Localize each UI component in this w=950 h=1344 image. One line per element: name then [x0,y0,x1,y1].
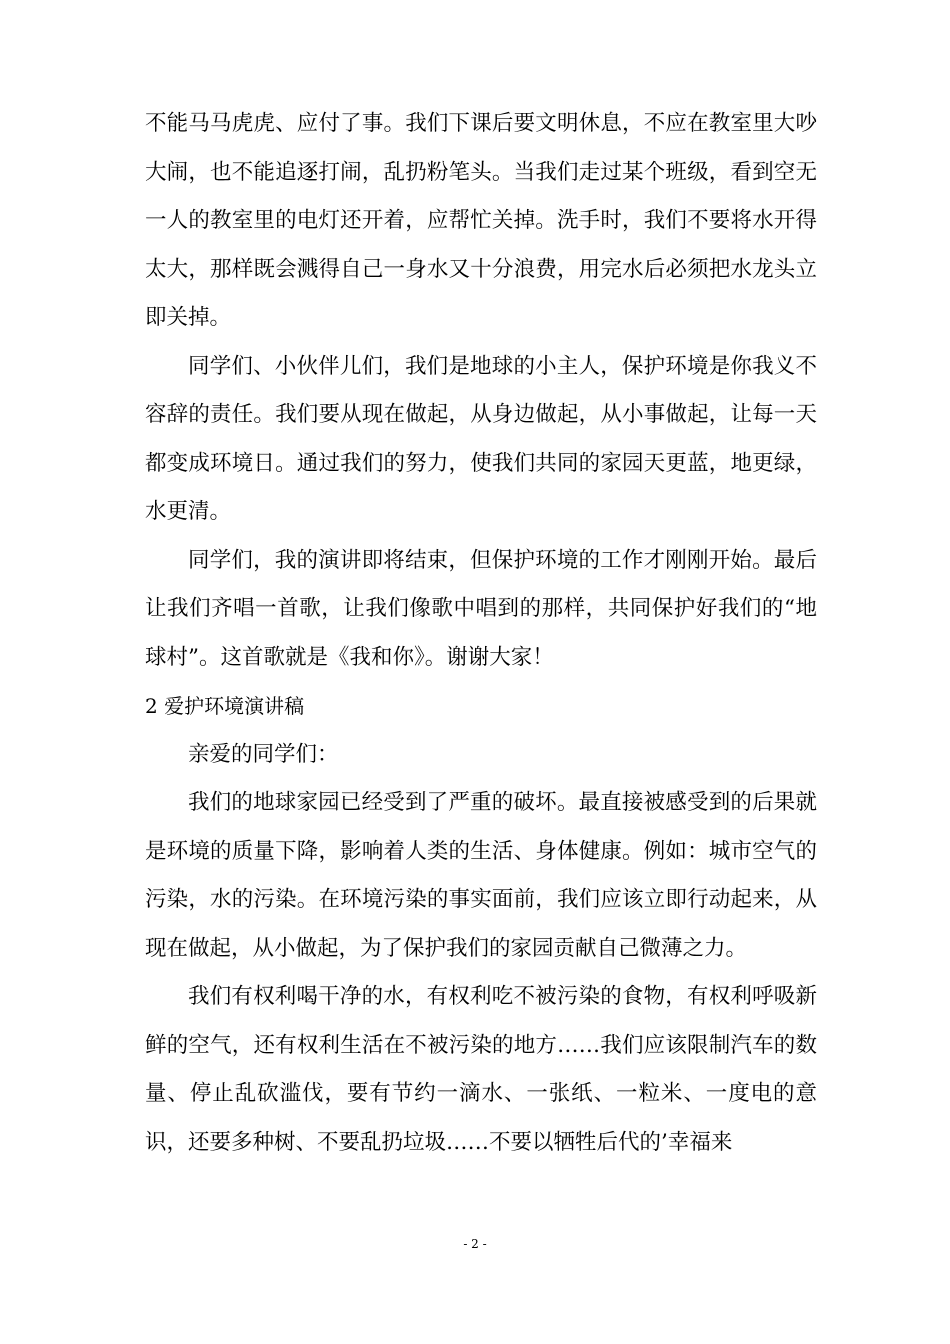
section-heading: 2 爱护环境演讲稿 [145,694,305,718]
paragraph-2: 同学们、小伙伴儿们，我们是地球的小主人，保护环境是你我义不容辞的责任。我们要从现在做起，从身边做起，从小事做起，让每一天都变成环境日。通过我们的努力，使我们共同的家园天更蓝，地更绿，水更清。 [145,353,817,524]
paragraph-1: 不能马马虎虎、应付了事。我们下课后要文明休息，不应在教室里大吵大闹，也不能追逐打闹，乱扔粉笔头。当我们走过某个班级，看到空无一人的教室里的电灯还开着，应帮忙关掉。洗手时，我们不要将水开得太大，那样既会溅得自己一身水又十分浪费，用完水后必须把水龙头立即关掉。 [145,111,817,330]
salutation: 亲爱的同学们： [188,741,339,767]
page-number: - 2 - [463,1237,487,1251]
document-body [145,100,817,1167]
paragraph-5: 我们有权利喝干净的水，有权利吃不被污染的食物，有权利呼吸新鲜的空气，还有权利生活在不被污染的地方……我们应该限制汽车的数量、停止乱砍滥伐，要有节约一滴水、一张纸、一粒米、一度电的意识，还要多种树、不要乱扔垃圾……不要以牺牲后代的’幸福来 [145,984,817,1155]
paragraph-4: 我们的地球家园已经受到了严重的破坏。最直接被感受到的后果就是环境的质量下降，影响着人类的生活、身体健康。例如：城市空气的污染，水的污染。在环境污染的事实面前，我们应该立即行动起来，从现在做起，从小做起，为了保护我们的家园贡献自己微薄之力。 [145,790,817,961]
paragraph-3: 同学们，我的演讲即将结束，但保护环境的工作才刚刚开始。最后让我们齐唱一首歌，让我们像歌中唱到的那样，共同保护好我们的“地球村”。这首歌就是《我和你》。谢谢大家！ [145,547,817,670]
